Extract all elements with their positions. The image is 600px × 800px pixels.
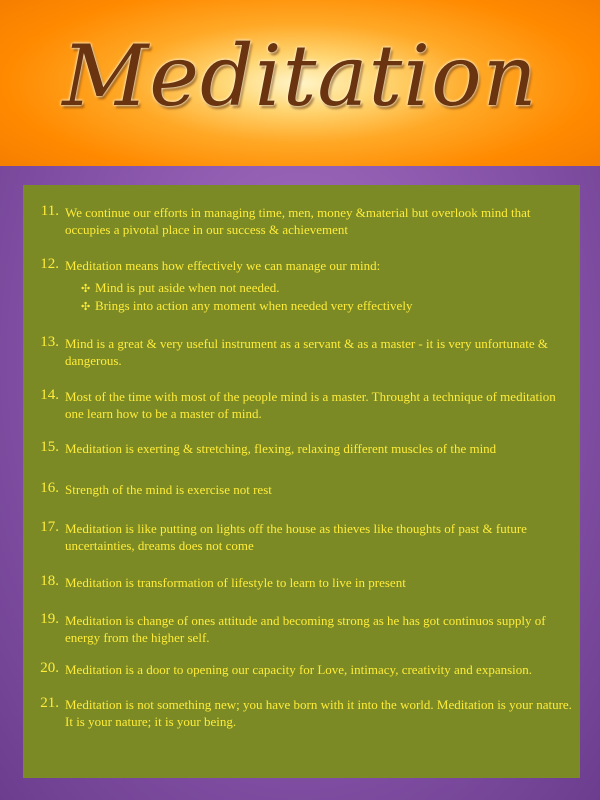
- item-number: 19.: [40, 611, 59, 627]
- item-text: We continue our efforts in managing time, men, money &material but overlook mind that occupies a pivotal place in our success & achievement: [65, 205, 531, 237]
- item-text: Meditation is change of ones attitude and becoming strong as he has got continuos supply of energy from the higher self.: [65, 613, 546, 645]
- item-number: 18.: [40, 573, 59, 589]
- item-text: Meditation is transformation of lifestyle to learn to live in present: [65, 575, 406, 590]
- content-panel: [23, 185, 580, 778]
- item-number: 12.: [40, 256, 59, 272]
- sub-bullet-text: Brings into action any moment when needed very effectively: [95, 298, 413, 313]
- item-text: Meditation means how effectively we can manage our mind:: [65, 258, 381, 273]
- item-number: 13.: [40, 334, 59, 350]
- page-title: Meditation: [62, 27, 538, 125]
- item-number: 16.: [40, 480, 59, 496]
- item-number: 14.: [40, 387, 59, 403]
- item-text: Meditation is not something new; you have born with it into the world. Meditation is your nature. It is your nature; it is your being.: [65, 697, 572, 729]
- item-text: Most of the time with most of the people mind is a master. Throught a technique of meditation one learn how to be a master of mind.: [65, 389, 556, 421]
- item-number: 15.: [40, 439, 59, 455]
- item-text: Meditation is like putting on lights off the house as thieves like thoughts of past & future uncertainties, dreams does not come: [65, 521, 527, 553]
- item-text: Meditation is exerting & stretching, flexing, relaxing different muscles of the mind: [65, 441, 497, 456]
- item-number: 20.: [40, 660, 59, 676]
- item-text: Meditation is a door to opening our capacity for Love, intimacy, creativity and expansion.: [65, 662, 533, 677]
- header-banner: [0, 0, 600, 166]
- sub-bullet-text: Mind is put aside when not needed.: [95, 280, 280, 295]
- item-text: Strength of the mind is exercise not rest: [65, 482, 272, 497]
- item-number: 17.: [40, 519, 59, 535]
- sub-bullet: [81, 279, 561, 298]
- sub-bullet: [81, 297, 561, 316]
- item-number: 21.: [40, 695, 59, 711]
- item-number: 11.: [40, 203, 59, 219]
- bullet-icon: ✣: [81, 283, 91, 295]
- bullet-icon: ✣: [81, 301, 91, 313]
- item-text: Mind is a great & very useful instrument as a servant & as a master - it is very unfortunate & dangerous.: [65, 336, 549, 368]
